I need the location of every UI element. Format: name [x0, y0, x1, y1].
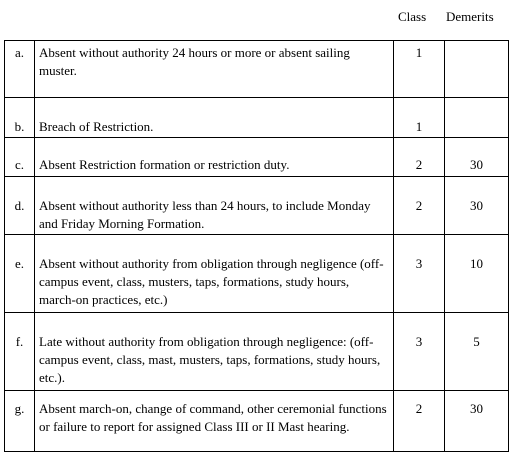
- row-demerits: [445, 41, 509, 98]
- row-description: Absent without authority 24 hours or more or absent sailing muster.: [35, 41, 394, 98]
- row-letter: b.: [5, 98, 35, 138]
- demerits-column-header: Demerits: [446, 9, 494, 24]
- row-description: Absent march-on, change of command, other ceremonial functions or failure to report for assigned Class III or II Mast hearing.: [35, 391, 394, 452]
- row-class: 2: [394, 177, 445, 235]
- table-row: [5, 177, 509, 235]
- table-row: [5, 391, 509, 452]
- row-letter: f.: [5, 313, 35, 391]
- table-row: [5, 313, 509, 391]
- class-column-header: Class: [398, 9, 427, 24]
- row-class: 3: [394, 313, 445, 391]
- row-letter: e.: [5, 235, 35, 313]
- row-description: Absent without authority from obligation through negligence (off-campus event, class, musters, taps, formations, study hours, march-on practices, etc.): [35, 235, 394, 313]
- row-class: 1: [394, 41, 445, 98]
- row-letter: g.: [5, 391, 35, 452]
- row-class: 2: [394, 391, 445, 452]
- table-row: [5, 235, 509, 313]
- row-class: 2: [394, 138, 445, 177]
- offense-table: [4, 40, 509, 452]
- row-description: Breach of Restriction.: [35, 98, 394, 138]
- row-letter: d.: [5, 177, 35, 235]
- row-description: Absent without authority less than 24 hours, to include Monday and Friday Morning Formation.: [35, 177, 394, 235]
- row-demerits: 30: [445, 138, 509, 177]
- row-letter: c.: [5, 138, 35, 177]
- row-class: 1: [394, 98, 445, 138]
- row-letter: a.: [5, 41, 35, 98]
- table-row: [5, 138, 509, 177]
- row-description: Absent Restriction formation or restriction duty.: [35, 138, 394, 177]
- table-row: [5, 98, 509, 138]
- row-demerits: 10: [445, 235, 509, 313]
- table-row: [5, 41, 509, 98]
- row-demerits: 30: [445, 177, 509, 235]
- row-description: Late without authority from obligation through negligence: (off-campus event, class, mast, musters, taps, formations, study hours, etc.).: [35, 313, 394, 391]
- row-class: 3: [394, 235, 445, 313]
- row-demerits: [445, 98, 509, 138]
- row-demerits: 30: [445, 391, 509, 452]
- row-demerits: 5: [445, 313, 509, 391]
